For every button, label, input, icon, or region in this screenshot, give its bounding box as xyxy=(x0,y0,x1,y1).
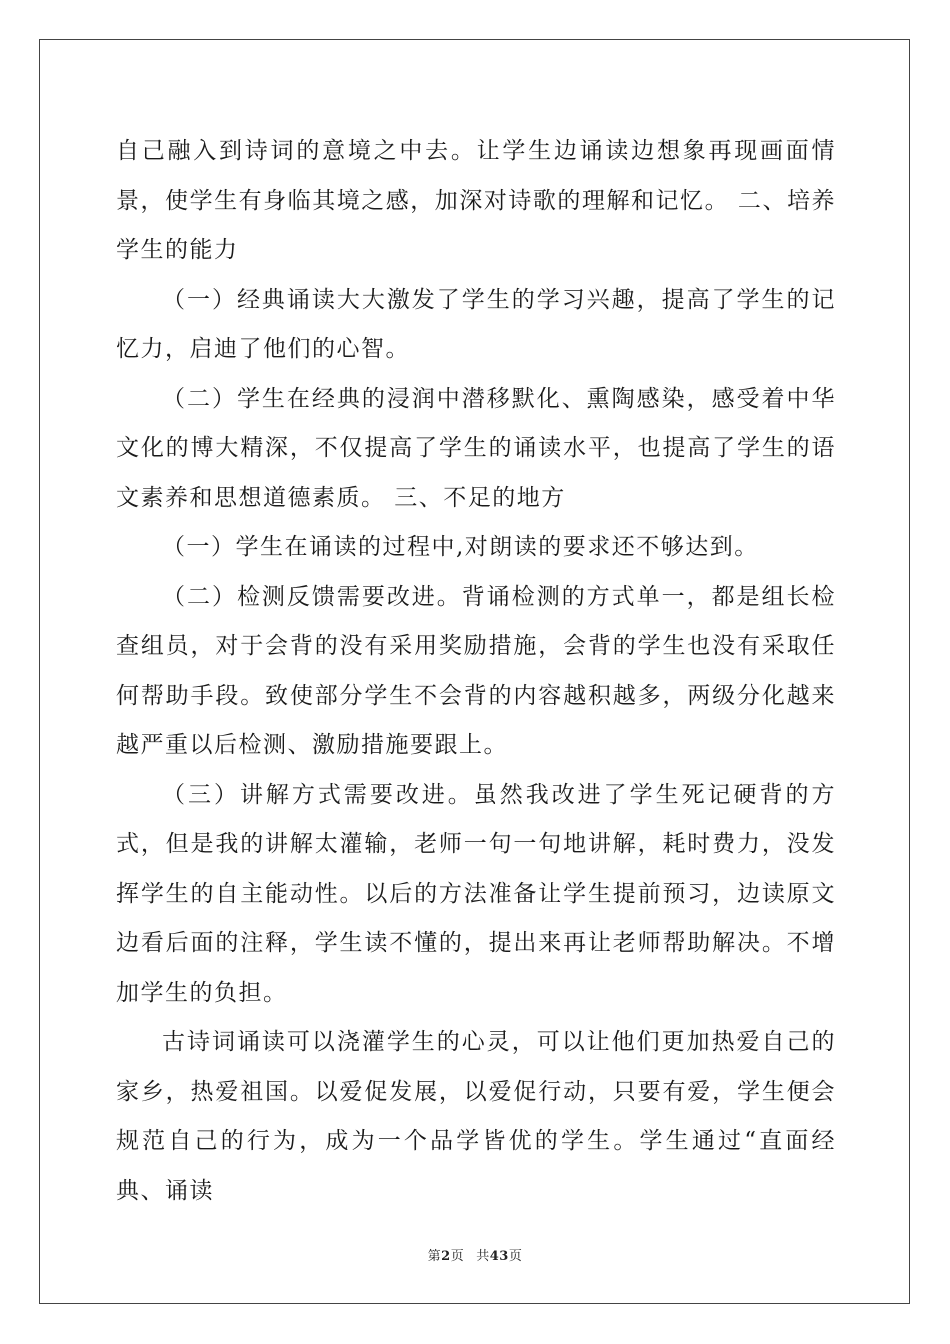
page-prefix: 第 xyxy=(427,1249,442,1264)
paragraph-4: （一）学生在诵读的过程中,对朗读的要求还不够达到。 xyxy=(162,534,759,560)
paragraph-3: （二）学生在经典的浸润中潜移默化、熏陶感染，感受着中华文化的博大精深，不仅提高了学生的诵读水平，也提高了学生的语文素养和思想道德素质。 三、不足的地方 xyxy=(116,385,836,511)
document-body xyxy=(116,127,836,1216)
paragraph-2: （一）经典诵读大大激发了学生的学习兴趣，提高了学生的记忆力，启迪了他们的心智。 xyxy=(116,286,836,362)
paragraph-5: （二）检测反馈需要改进。背诵检测的方式单一，都是组长检查组员，对于会背的没有采用奖励措施，会背的学生也没有采取任何帮助手段。致使部分学生不会背的内容越积越多，两级分化越来越严重以后检测、激励措施要跟上。 xyxy=(116,583,836,758)
total-suffix: 页 xyxy=(508,1249,523,1264)
paragraph-6: （三）讲解方式需要改进。虽然我改进了学生死记硬背的方式，但是我的讲解太灌输，老师一句一句地讲解，耗时费力，没发挥学生的自主能动性。以后的方法准备让学生提前预习，边读原文边看后面的注释，学生读不懂的，提出来再让老师帮助解决。不增加学生的负担。 xyxy=(116,781,836,1006)
paragraph-7: 古诗词诵读可以浇灌学生的心灵，可以让他们更加热爱自己的家乡，热爱祖国。以爱促发展，以爱促行动，只要有爱，学生便会规范自己的行为，成为一个品学皆优的学生。学生通过“直面经典、诵读 xyxy=(116,1029,836,1204)
total-pages: 43 xyxy=(489,1249,509,1264)
page-suffix: 页 xyxy=(450,1249,465,1264)
page-footer xyxy=(0,1245,950,1264)
paragraph-1: 自己融入到诗词的意境之中去。让学生边诵读边想象再现画面情景，使学生有身临其境之感，加深对诗歌的理解和记忆。 二、培养学生的能力 xyxy=(116,138,836,263)
page-number: 2 xyxy=(441,1249,451,1264)
total-prefix: 共 xyxy=(476,1249,490,1264)
